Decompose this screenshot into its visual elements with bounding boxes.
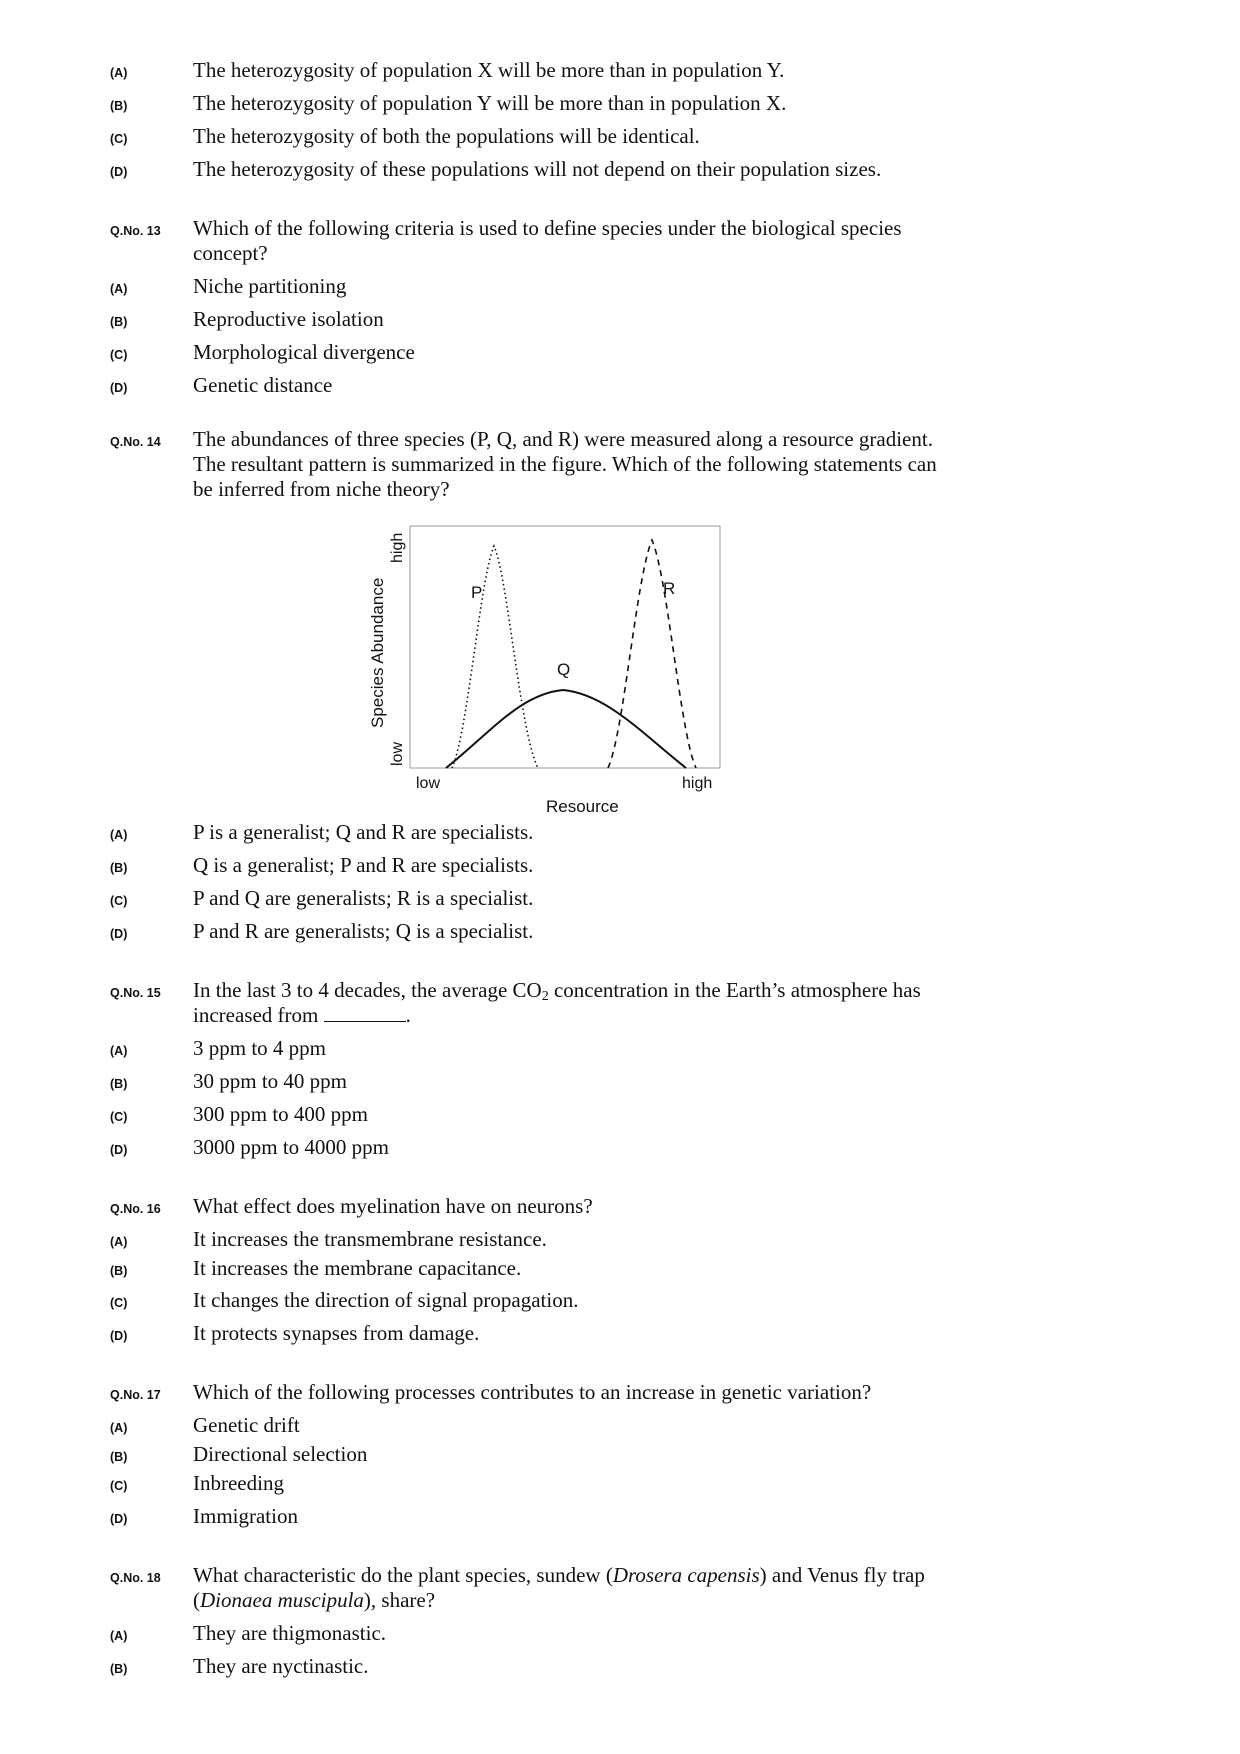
question-text-part: ) and Venus fly trap ( — [193, 1563, 925, 1612]
option-label: (B) — [110, 1077, 128, 1091]
option-label: (A) — [110, 1421, 128, 1435]
option-label: (C) — [110, 1296, 128, 1310]
option-text: 300 ppm to 400 ppm — [193, 1102, 369, 1126]
option-label: (A) — [110, 1235, 128, 1249]
option-text: The heterozygosity of both the populations will be identical. — [193, 124, 700, 148]
question-number: Q.No. 18 — [110, 1571, 161, 1585]
option-text: Morphological divergence — [193, 340, 415, 364]
option-label: (B) — [110, 861, 128, 875]
question-text: Which of the following processes contributes to an increase in genetic variation? — [193, 1380, 872, 1404]
question-text: The abundances of three species (P, Q, and R) were measured along a resource gradient. The resultant pattern is summarized in the figure. Which of the following statements can be inferred from niche theory? — [193, 427, 937, 501]
option-text: Immigration — [193, 1504, 298, 1528]
question-text-end: . — [405, 1003, 411, 1027]
question-text-part: ), share? — [363, 1588, 436, 1612]
option-label: (B) — [110, 1264, 128, 1278]
subscript-2: 2 — [541, 989, 549, 1004]
option-text: Genetic drift — [193, 1413, 300, 1437]
curve-label-r: R — [663, 579, 676, 598]
option-text: The heterozygosity of population Y will be more than in population X. — [193, 91, 787, 115]
option-label: (D) — [110, 1329, 128, 1343]
option-label: (A) — [110, 66, 128, 80]
option-text: Reproductive isolation — [193, 307, 384, 331]
option-label: (D) — [110, 1143, 128, 1157]
question-text — [193, 1563, 953, 1613]
species-name-venus-fly-trap: Dionaea muscipula — [200, 1588, 364, 1612]
option-text: Inbreeding — [193, 1471, 284, 1495]
question-text: What effect does myelination have on neurons? — [193, 1194, 593, 1218]
option-label: (A) — [110, 282, 128, 296]
option-label: (D) — [110, 1512, 128, 1526]
option-label: (B) — [110, 315, 128, 329]
option-text: It protects synapses from damage. — [193, 1321, 480, 1345]
option-text: Niche partitioning — [193, 274, 347, 298]
option-text: Q is a generalist; P and R are specialists. — [193, 853, 534, 877]
option-text: 3000 ppm to 4000 ppm — [193, 1135, 390, 1159]
option-label: (C) — [110, 1479, 128, 1493]
question-text-part: What characteristic do the plant species, sundew ( — [193, 1563, 613, 1587]
x-axis-label: Resource — [546, 797, 619, 816]
x-axis-low: low — [416, 775, 441, 792]
option-label: (A) — [110, 1044, 128, 1058]
curve-p — [452, 546, 538, 768]
option-text: P and Q are generalists; R is a specialist. — [193, 886, 534, 910]
option-text: 3 ppm to 4 ppm — [193, 1036, 327, 1060]
question-number: Q.No. 13 — [110, 224, 161, 238]
option-label: (D) — [110, 381, 128, 395]
option-text: They are thigmonastic. — [193, 1621, 387, 1645]
x-axis-high: high — [682, 775, 713, 792]
y-axis-label: Species Abundance — [368, 577, 387, 728]
option-text: Genetic distance — [193, 373, 333, 397]
option-label: (D) — [110, 165, 128, 179]
option-label: (C) — [110, 894, 128, 908]
question-text — [193, 978, 953, 1028]
option-text: The heterozygosity of these populations will not depend on their population sizes. — [193, 157, 882, 181]
y-axis-low: low — [389, 741, 406, 766]
option-label: (B) — [110, 99, 128, 113]
option-label: (C) — [110, 1110, 128, 1124]
option-text: P is a generalist; Q and R are specialists. — [193, 820, 534, 844]
option-label: (D) — [110, 927, 128, 941]
question-number: Q.No. 16 — [110, 1202, 161, 1216]
option-label: (B) — [110, 1662, 128, 1676]
question-text-part: concentration in the Earth’s atmosphere has increased from — [193, 978, 921, 1027]
option-label: (C) — [110, 132, 128, 146]
option-label: (B) — [110, 1450, 128, 1464]
option-text: 30 ppm to 40 ppm — [193, 1069, 348, 1093]
option-text: Directional selection — [193, 1442, 368, 1466]
option-label: (C) — [110, 348, 128, 362]
option-text: The heterozygosity of population X will be more than in population Y. — [193, 58, 785, 82]
fill-in-blank — [324, 1003, 406, 1022]
y-axis-high: high — [389, 532, 406, 563]
option-label: (A) — [110, 1629, 128, 1643]
option-label: (A) — [110, 828, 128, 842]
question-number: Q.No. 14 — [110, 435, 161, 449]
question-text-part: In the last 3 to 4 decades, the average CO — [193, 978, 542, 1002]
option-text: It increases the membrane capacitance. — [193, 1256, 522, 1280]
curve-q — [446, 690, 686, 768]
option-text: They are nyctinastic. — [193, 1654, 369, 1678]
niche-figure — [360, 518, 780, 818]
curve-label-q: Q — [557, 660, 571, 679]
species-name-sundew: Drosera capensis — [612, 1563, 760, 1587]
option-text: It changes the direction of signal propagation. — [193, 1288, 579, 1312]
option-text: P and R are generalists; Q is a specialist. — [193, 919, 534, 943]
question-number: Q.No. 17 — [110, 1388, 161, 1402]
curve-label-p: P — [471, 583, 483, 602]
question-text: Which of the following criteria is used to define species under the biological species concept? — [193, 216, 902, 265]
option-text: It increases the transmembrane resistance. — [193, 1227, 547, 1251]
curve-r — [608, 540, 696, 768]
question-number: Q.No. 15 — [110, 986, 161, 1000]
